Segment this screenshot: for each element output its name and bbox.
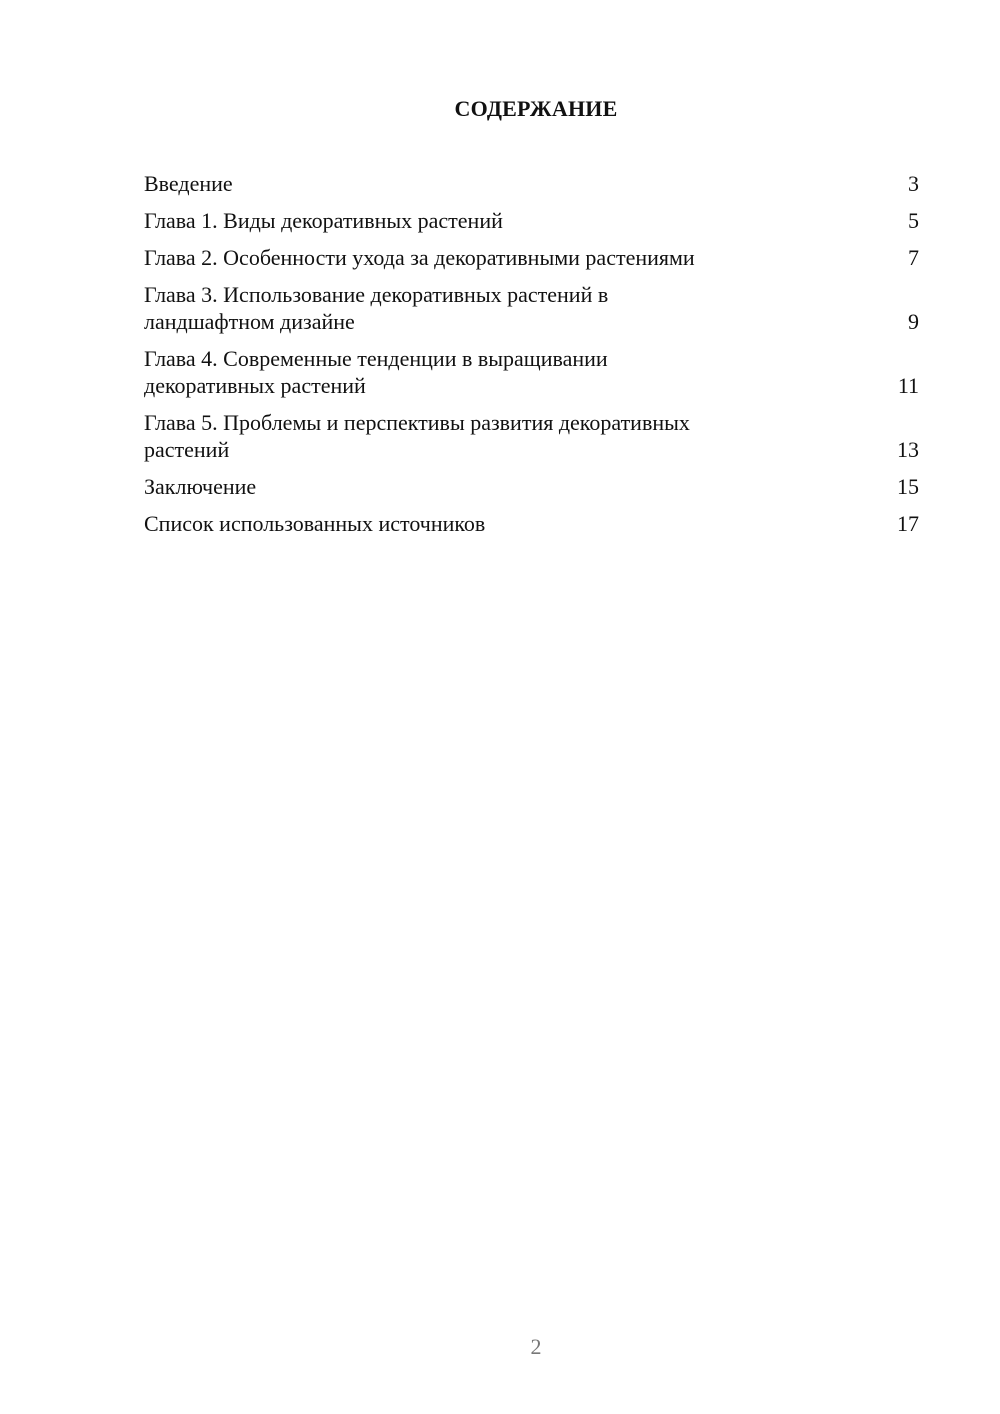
toc-entry-page: 7 bbox=[908, 245, 919, 270]
toc-entry-label: Заключение bbox=[144, 474, 257, 499]
toc-entry-label: Список использованных источников bbox=[144, 511, 486, 536]
toc-entry-label: Глава 4. Современные тенденции в выращивании декоративных растений bbox=[144, 346, 608, 398]
toc-entry-page: 13 bbox=[897, 437, 919, 462]
toc-entry-label: Глава 3. Использование декоративных растений в ландшафтном дизайне bbox=[144, 282, 609, 334]
toc-entry-page: 9 bbox=[908, 309, 919, 334]
toc-entry-chapter-2 bbox=[144, 244, 919, 271]
toc-entry-page: 11 bbox=[897, 373, 919, 398]
toc-entry-page: 5 bbox=[908, 208, 919, 233]
toc-entry-chapter-1 bbox=[144, 207, 919, 234]
toc-entry-page: 3 bbox=[908, 171, 919, 196]
toc-entry-chapter-3 bbox=[144, 281, 919, 335]
toc-entry-introduction bbox=[144, 170, 919, 197]
toc-entry-page: 15 bbox=[897, 474, 919, 499]
toc-entry-chapter-4 bbox=[144, 345, 919, 399]
page-number: 2 bbox=[530, 1334, 542, 1359]
page-title: СОДЕРЖАНИЕ bbox=[454, 96, 618, 121]
toc-entry-conclusion bbox=[144, 473, 919, 500]
toc-entry-label: Глава 5. Проблемы и перспективы развития декоративных растений bbox=[144, 410, 690, 462]
toc-entry-page: 17 bbox=[897, 511, 919, 536]
table-of-contents bbox=[144, 170, 919, 547]
toc-entry-label: Введение bbox=[144, 171, 233, 196]
toc-entry-label: Глава 2. Особенности ухода за декоративными растениями bbox=[144, 245, 695, 270]
toc-entry-chapter-5 bbox=[144, 409, 919, 463]
toc-entry-label: Глава 1. Виды декоративных растений bbox=[144, 208, 503, 233]
toc-entry-references bbox=[144, 510, 919, 537]
